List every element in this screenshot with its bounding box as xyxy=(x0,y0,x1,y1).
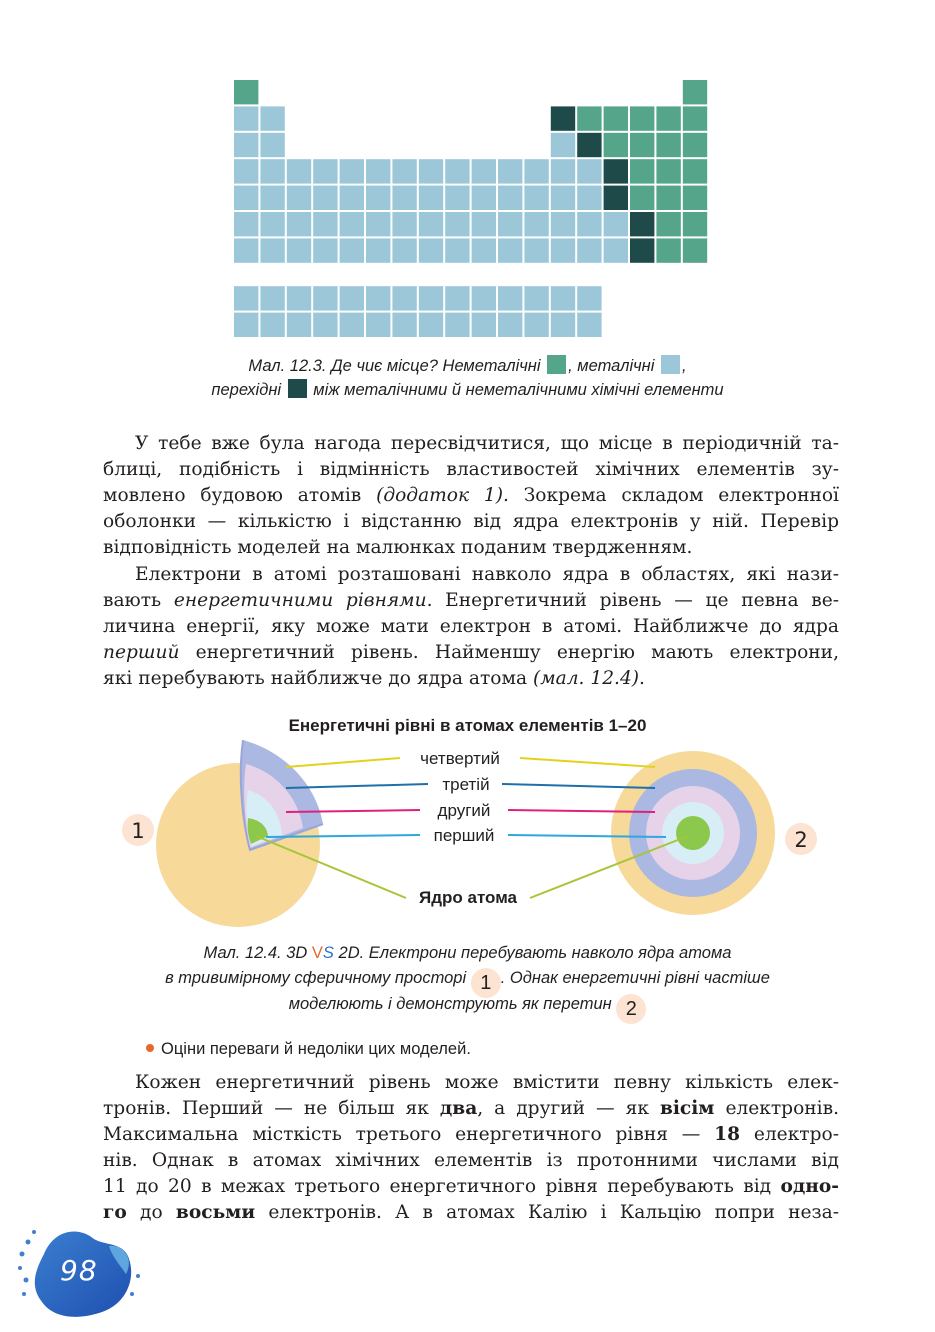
element-cell-metal xyxy=(392,238,416,262)
element-cell-transition xyxy=(604,186,628,210)
element-cell-metal xyxy=(498,212,522,236)
element-cell-metal xyxy=(498,238,522,262)
element-cell-nonmetal xyxy=(604,106,628,130)
element-cell-metal xyxy=(445,212,469,236)
element-cell-metal xyxy=(234,106,258,130)
element-cell-nonmetal xyxy=(656,159,680,183)
element-cell-transition xyxy=(577,133,601,157)
element-cell-metal xyxy=(366,159,390,183)
element-cell-metal xyxy=(313,186,337,210)
figure-12-4-caption-line3: моделюють і демонструють як перетин 2 xyxy=(0,992,935,1024)
periodic-table-figure xyxy=(234,80,710,346)
paragraph-3-line-3: Максимальна місткість третього енергетичного рівня — 18 електро- xyxy=(103,1124,839,1145)
element-cell-nonmetal xyxy=(656,186,680,210)
figure-12-3-caption-line2: перехідні між металічними й неметалічними хімічні елементи xyxy=(211,381,724,399)
figure-12-3-caption-line1: Мал. 12.3. Де чиє місце? Неметалічні , металічні , xyxy=(248,357,687,375)
element-cell-metal xyxy=(498,286,522,310)
term-first: перший xyxy=(103,642,180,663)
element-cell-transition xyxy=(551,106,575,130)
element-cell-nonmetal xyxy=(604,133,628,157)
figure-12-4-caption-line2: в тривимірному сферичному просторі 1 . Однак енергетичні рівні частіше xyxy=(0,966,935,998)
label-first-level: перший xyxy=(433,826,495,845)
element-cell-metal xyxy=(260,286,284,310)
paragraph-3-line-6: го до восьми електронів. А в атомах Калію і Кальцію попри неза- xyxy=(103,1202,839,1223)
element-cell-metal xyxy=(419,238,443,262)
element-cell-metal xyxy=(472,186,496,210)
figure-reference: (мал. 12.4) xyxy=(532,668,640,689)
element-cell-metal xyxy=(234,313,258,337)
badge-1: 1 xyxy=(131,819,145,843)
element-cell-nonmetal xyxy=(683,159,707,183)
element-cell-metal xyxy=(287,313,311,337)
element-cell-metal xyxy=(551,212,575,236)
element-cell-nonmetal xyxy=(683,212,707,236)
energy-levels-diagram xyxy=(110,740,830,930)
term-energy-levels: енергетичними рівнями xyxy=(173,590,427,611)
element-cell-metal xyxy=(392,313,416,337)
paragraph-3-line-4: нів. Однак в атомах хімічних елементів із протонними числами від xyxy=(103,1150,839,1171)
element-cell-nonmetal xyxy=(656,212,680,236)
element-cell-metal xyxy=(524,286,548,310)
element-cell-metal xyxy=(445,159,469,183)
element-cell-metal xyxy=(260,313,284,337)
paragraph-3-line-1: Кожен енергетичний рівень може вмістити певну кількість елек- xyxy=(135,1072,839,1093)
paragraph-3-line-5: 11 до 20 в межах третього енергетичного рівня перебувають від одно- xyxy=(103,1176,839,1197)
badge-2: 2 xyxy=(794,828,808,852)
element-cell-nonmetal xyxy=(683,133,707,157)
element-cell-metal xyxy=(445,313,469,337)
element-cell-metal xyxy=(313,159,337,183)
label-nucleus: Ядро атома xyxy=(418,888,518,907)
bullet-dot-icon xyxy=(146,1044,154,1052)
element-cell-metal xyxy=(551,159,575,183)
element-cell-metal xyxy=(392,212,416,236)
element-cell-metal xyxy=(524,238,548,262)
element-cell-metal xyxy=(604,238,628,262)
element-cell-transition xyxy=(604,159,628,183)
element-cell-nonmetal xyxy=(683,106,707,130)
element-cell-metal xyxy=(472,313,496,337)
paragraph-2-line-2: вають енергетичними рівнями. Енергетичний рівень — це певна ве- xyxy=(103,590,839,611)
element-cell-nonmetal xyxy=(656,238,680,262)
paragraph-1-line-4: оболонки — кількістю і відстанню від ядра електронів у ній. Перевір xyxy=(103,511,839,532)
element-cell-metal xyxy=(313,313,337,337)
cross-section-nucleus xyxy=(676,816,710,850)
element-cell-metal xyxy=(498,186,522,210)
page-number: 98 xyxy=(60,1254,98,1287)
label-second-level: другий xyxy=(437,801,491,820)
element-cell-metal xyxy=(524,159,548,183)
element-cell-metal xyxy=(419,313,443,337)
element-cell-metal xyxy=(551,286,575,310)
element-cell-metal xyxy=(577,313,601,337)
element-cell-metal xyxy=(524,186,548,210)
element-cell-metal xyxy=(551,313,575,337)
element-cell-metal xyxy=(524,313,548,337)
element-cell-metal xyxy=(551,238,575,262)
label-third-level: третій xyxy=(442,775,490,794)
element-cell-metal xyxy=(445,286,469,310)
element-cell-metal xyxy=(604,212,628,236)
element-cell-metal xyxy=(313,286,337,310)
paragraph-1-line-5: відповідність моделей на малюнках поданим твердженням. xyxy=(103,537,693,558)
element-cell-metal xyxy=(260,159,284,183)
vs-letter-s: S xyxy=(322,944,334,962)
element-cell-nonmetal xyxy=(683,80,707,104)
element-cell-nonmetal xyxy=(656,133,680,157)
element-cell-metal xyxy=(340,186,364,210)
caption-badge-1: 1 xyxy=(471,968,501,998)
element-cell-nonmetal xyxy=(683,238,707,262)
element-cell-metal xyxy=(234,186,258,210)
element-cell-metal xyxy=(260,238,284,262)
element-cell-metal xyxy=(366,186,390,210)
element-cell-nonmetal xyxy=(630,159,654,183)
element-cell-metal xyxy=(340,286,364,310)
element-cell-metal xyxy=(260,212,284,236)
element-cell-metal xyxy=(234,212,258,236)
element-cell-metal xyxy=(445,186,469,210)
element-cell-metal xyxy=(577,186,601,210)
leader-fourth-left xyxy=(286,758,400,767)
element-cell-metal xyxy=(551,133,575,157)
element-cell-metal xyxy=(472,212,496,236)
paragraph-2-line-4: перший енергетичний рівень. Найменшу енергію мають електрони, xyxy=(103,642,839,663)
leader-fourth-right xyxy=(520,758,655,767)
element-cell-nonmetal xyxy=(630,106,654,130)
appendix-reference: (додаток 1). xyxy=(376,485,509,506)
element-cell-metal xyxy=(366,286,390,310)
element-cell-metal xyxy=(577,159,601,183)
discussion-question: Оціни переваги й недоліки цих моделей. xyxy=(146,1040,471,1059)
element-cell-metal xyxy=(366,238,390,262)
element-cell-metal xyxy=(472,159,496,183)
element-cell-nonmetal xyxy=(656,106,680,130)
element-cell-metal xyxy=(260,106,284,130)
element-cell-metal xyxy=(287,212,311,236)
element-cell-metal xyxy=(392,159,416,183)
element-cell-metal xyxy=(287,286,311,310)
paragraph-1-line-2: блиці, подібність і відмінність властивостей хімічних елементів зу- xyxy=(103,459,839,480)
element-cell-metal xyxy=(287,186,311,210)
element-cell-metal xyxy=(366,212,390,236)
element-cell-metal xyxy=(287,238,311,262)
element-cell-metal xyxy=(577,238,601,262)
element-cell-metal xyxy=(419,212,443,236)
element-cell-metal xyxy=(340,313,364,337)
element-cell-transition xyxy=(630,238,654,262)
metal-swatch xyxy=(661,355,680,374)
nonmetal-swatch xyxy=(547,355,566,374)
element-cell-metal xyxy=(313,212,337,236)
paragraph-2-line-1: Електрони в атомі розташовані навколо ядра в областях, які нази- xyxy=(135,564,839,585)
element-cell-metal xyxy=(524,212,548,236)
element-cell-metal xyxy=(260,186,284,210)
element-cell-nonmetal xyxy=(630,186,654,210)
label-fourth-level: четвертий xyxy=(420,749,500,768)
element-cell-metal xyxy=(419,286,443,310)
element-cell-metal xyxy=(577,212,601,236)
element-cell-nonmetal xyxy=(577,106,601,130)
paragraph-2-line-5: які перебувають найближче до ядра атома (мал. 12.4). xyxy=(103,668,645,689)
element-cell-metal xyxy=(445,238,469,262)
caption-badge-2: 2 xyxy=(616,994,646,1024)
element-cell-metal xyxy=(234,238,258,262)
element-cell-metal xyxy=(392,186,416,210)
paragraph-2-line-3: личина енергії, яку може мати електрон в атомі. Найближче до ядра xyxy=(103,616,839,637)
element-cell-metal xyxy=(472,286,496,310)
element-cell-nonmetal xyxy=(683,186,707,210)
element-cell-metal xyxy=(340,238,364,262)
element-cell-metal xyxy=(366,313,390,337)
element-cell-nonmetal xyxy=(234,80,258,104)
element-cell-metal xyxy=(340,159,364,183)
element-cell-metal xyxy=(234,286,258,310)
element-cell-metal xyxy=(419,159,443,183)
vs-letter-v: V xyxy=(311,944,323,962)
element-cell-metal xyxy=(577,286,601,310)
figure-12-4-caption-line1: Мал. 12.4. 3D VS 2D. Електрони перебувають навколо ядра атома xyxy=(203,944,732,962)
element-cell-metal xyxy=(287,159,311,183)
paragraph-3-line-2: тронів. Перший — не більш як два, а другий — як вісім електронів. xyxy=(103,1098,839,1119)
element-cell-metal xyxy=(392,286,416,310)
element-cell-metal xyxy=(313,238,337,262)
element-cell-metal xyxy=(498,313,522,337)
element-cell-metal xyxy=(498,159,522,183)
transition-swatch xyxy=(288,379,307,398)
element-cell-transition xyxy=(630,212,654,236)
element-cell-metal xyxy=(234,133,258,157)
element-cell-metal xyxy=(551,186,575,210)
element-cell-metal xyxy=(419,186,443,210)
element-cell-metal xyxy=(472,238,496,262)
element-cell-metal xyxy=(340,212,364,236)
paragraph-1-line-1: У тебе вже була нагода пересвідчитися, що місце в періодичній та- xyxy=(135,433,839,454)
figure-12-4-title: Енергетичні рівні в атомах елементів 1–20 xyxy=(288,716,647,735)
element-cell-nonmetal xyxy=(630,133,654,157)
element-cell-metal xyxy=(234,159,258,183)
paragraph-1-line-3: мовлено будовою атомів (додаток 1). Зокрема складом електронної xyxy=(103,485,839,506)
element-cell-metal xyxy=(260,133,284,157)
